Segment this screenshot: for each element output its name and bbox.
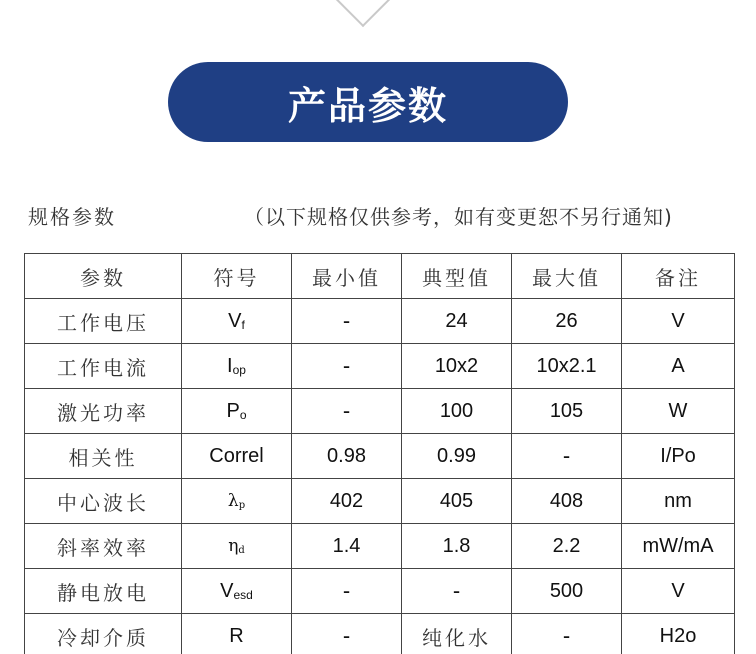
symbol-main: P: [226, 399, 240, 422]
symbol-cell: [182, 569, 292, 614]
symbol-cell: [182, 524, 292, 569]
symbol-main: R: [229, 624, 244, 647]
note-cell: H2o: [622, 614, 735, 654]
symbol-main: λ: [227, 491, 239, 511]
header-cell: 最大值: [512, 254, 622, 299]
symbol-cell: [182, 344, 292, 389]
min-value-cell: 402: [292, 479, 402, 524]
param-name-cell: 工作电压: [25, 299, 182, 344]
symbol-main: I: [227, 354, 233, 377]
min-value-cell: -: [292, 299, 402, 344]
typical-value-cell: 1.8: [402, 524, 512, 569]
param-name-cell: 中心波长: [25, 479, 182, 524]
param-name-cell: 激光功率: [25, 389, 182, 434]
symbol-cell: [182, 479, 292, 524]
symbol-subscript: f: [241, 317, 245, 332]
max-value-cell: -: [512, 614, 622, 654]
symbol-subscript: p: [238, 500, 246, 511]
symbol-cell: [182, 614, 292, 654]
typical-value-cell: -: [402, 569, 512, 614]
chevron-down-icon: [332, 0, 394, 27]
table-row: [25, 569, 735, 614]
note-cell: mW/mA: [622, 524, 735, 569]
typical-value-cell: 10x2: [402, 344, 512, 389]
table-row: [25, 614, 735, 654]
param-name-cell: 冷却介质: [25, 614, 182, 654]
header-cell: 备注: [622, 254, 735, 299]
note-cell: W: [622, 389, 735, 434]
typical-value-cell: 24: [402, 299, 512, 344]
params-table: [24, 253, 735, 654]
table-row: [25, 344, 735, 389]
note-cell: I/Po: [622, 434, 735, 479]
max-value-cell: 408: [512, 479, 622, 524]
table-row: [25, 479, 735, 524]
banner-title: 产品参数: [287, 82, 448, 128]
min-value-cell: -: [292, 614, 402, 654]
min-value-cell: 1.4: [292, 524, 402, 569]
typical-value-cell: 纯化水: [402, 614, 512, 654]
typical-value-cell: 100: [402, 389, 512, 434]
symbol-cell: [182, 389, 292, 434]
max-value-cell: 500: [512, 569, 622, 614]
symbol-cell: [182, 299, 292, 344]
header-cell: 典型值: [402, 254, 512, 299]
table-row: [25, 524, 735, 569]
param-name-cell: 工作电流: [25, 344, 182, 389]
table-row: [25, 434, 735, 479]
header-cell: 最小值: [292, 254, 402, 299]
symbol-cell: [182, 434, 292, 479]
note-cell: V: [622, 299, 735, 344]
header-cell: 参数: [25, 254, 182, 299]
note-cell: V: [622, 569, 735, 614]
header-cell: 符号: [182, 254, 292, 299]
min-value-cell: -: [292, 344, 402, 389]
table-header-row: [25, 254, 735, 299]
max-value-cell: -: [512, 434, 622, 479]
param-name-cell: 相关性: [25, 434, 182, 479]
max-value-cell: 105: [512, 389, 622, 434]
min-value-cell: 0.98: [292, 434, 402, 479]
param-name-cell: 斜率效率: [25, 524, 182, 569]
typical-value-cell: 405: [402, 479, 512, 524]
symbol-subscript: o: [239, 407, 247, 422]
table-row: [25, 299, 735, 344]
symbol-main: V: [220, 579, 234, 602]
symbol-subscript: op: [232, 362, 246, 377]
symbol-subscript: esd: [233, 587, 253, 602]
note-cell: nm: [622, 479, 735, 524]
min-value-cell: -: [292, 569, 402, 614]
max-value-cell: 2.2: [512, 524, 622, 569]
min-value-cell: -: [292, 389, 402, 434]
symbol-main: Correl: [209, 444, 264, 467]
max-value-cell: 26: [512, 299, 622, 344]
typical-value-cell: 0.99: [402, 434, 512, 479]
symbol-main: η: [228, 536, 239, 556]
disclaimer-note: （以下规格仅供参考，如有变更恕不另行通知): [244, 205, 673, 229]
note-cell: A: [622, 344, 735, 389]
symbol-subscript: d: [238, 545, 245, 556]
symbol-main: V: [228, 309, 242, 332]
spec-label: 规格参数: [28, 205, 116, 229]
section-banner: [168, 62, 568, 142]
table-row: [25, 389, 735, 434]
param-name-cell: 静电放电: [25, 569, 182, 614]
max-value-cell: 10x2.1: [512, 344, 622, 389]
